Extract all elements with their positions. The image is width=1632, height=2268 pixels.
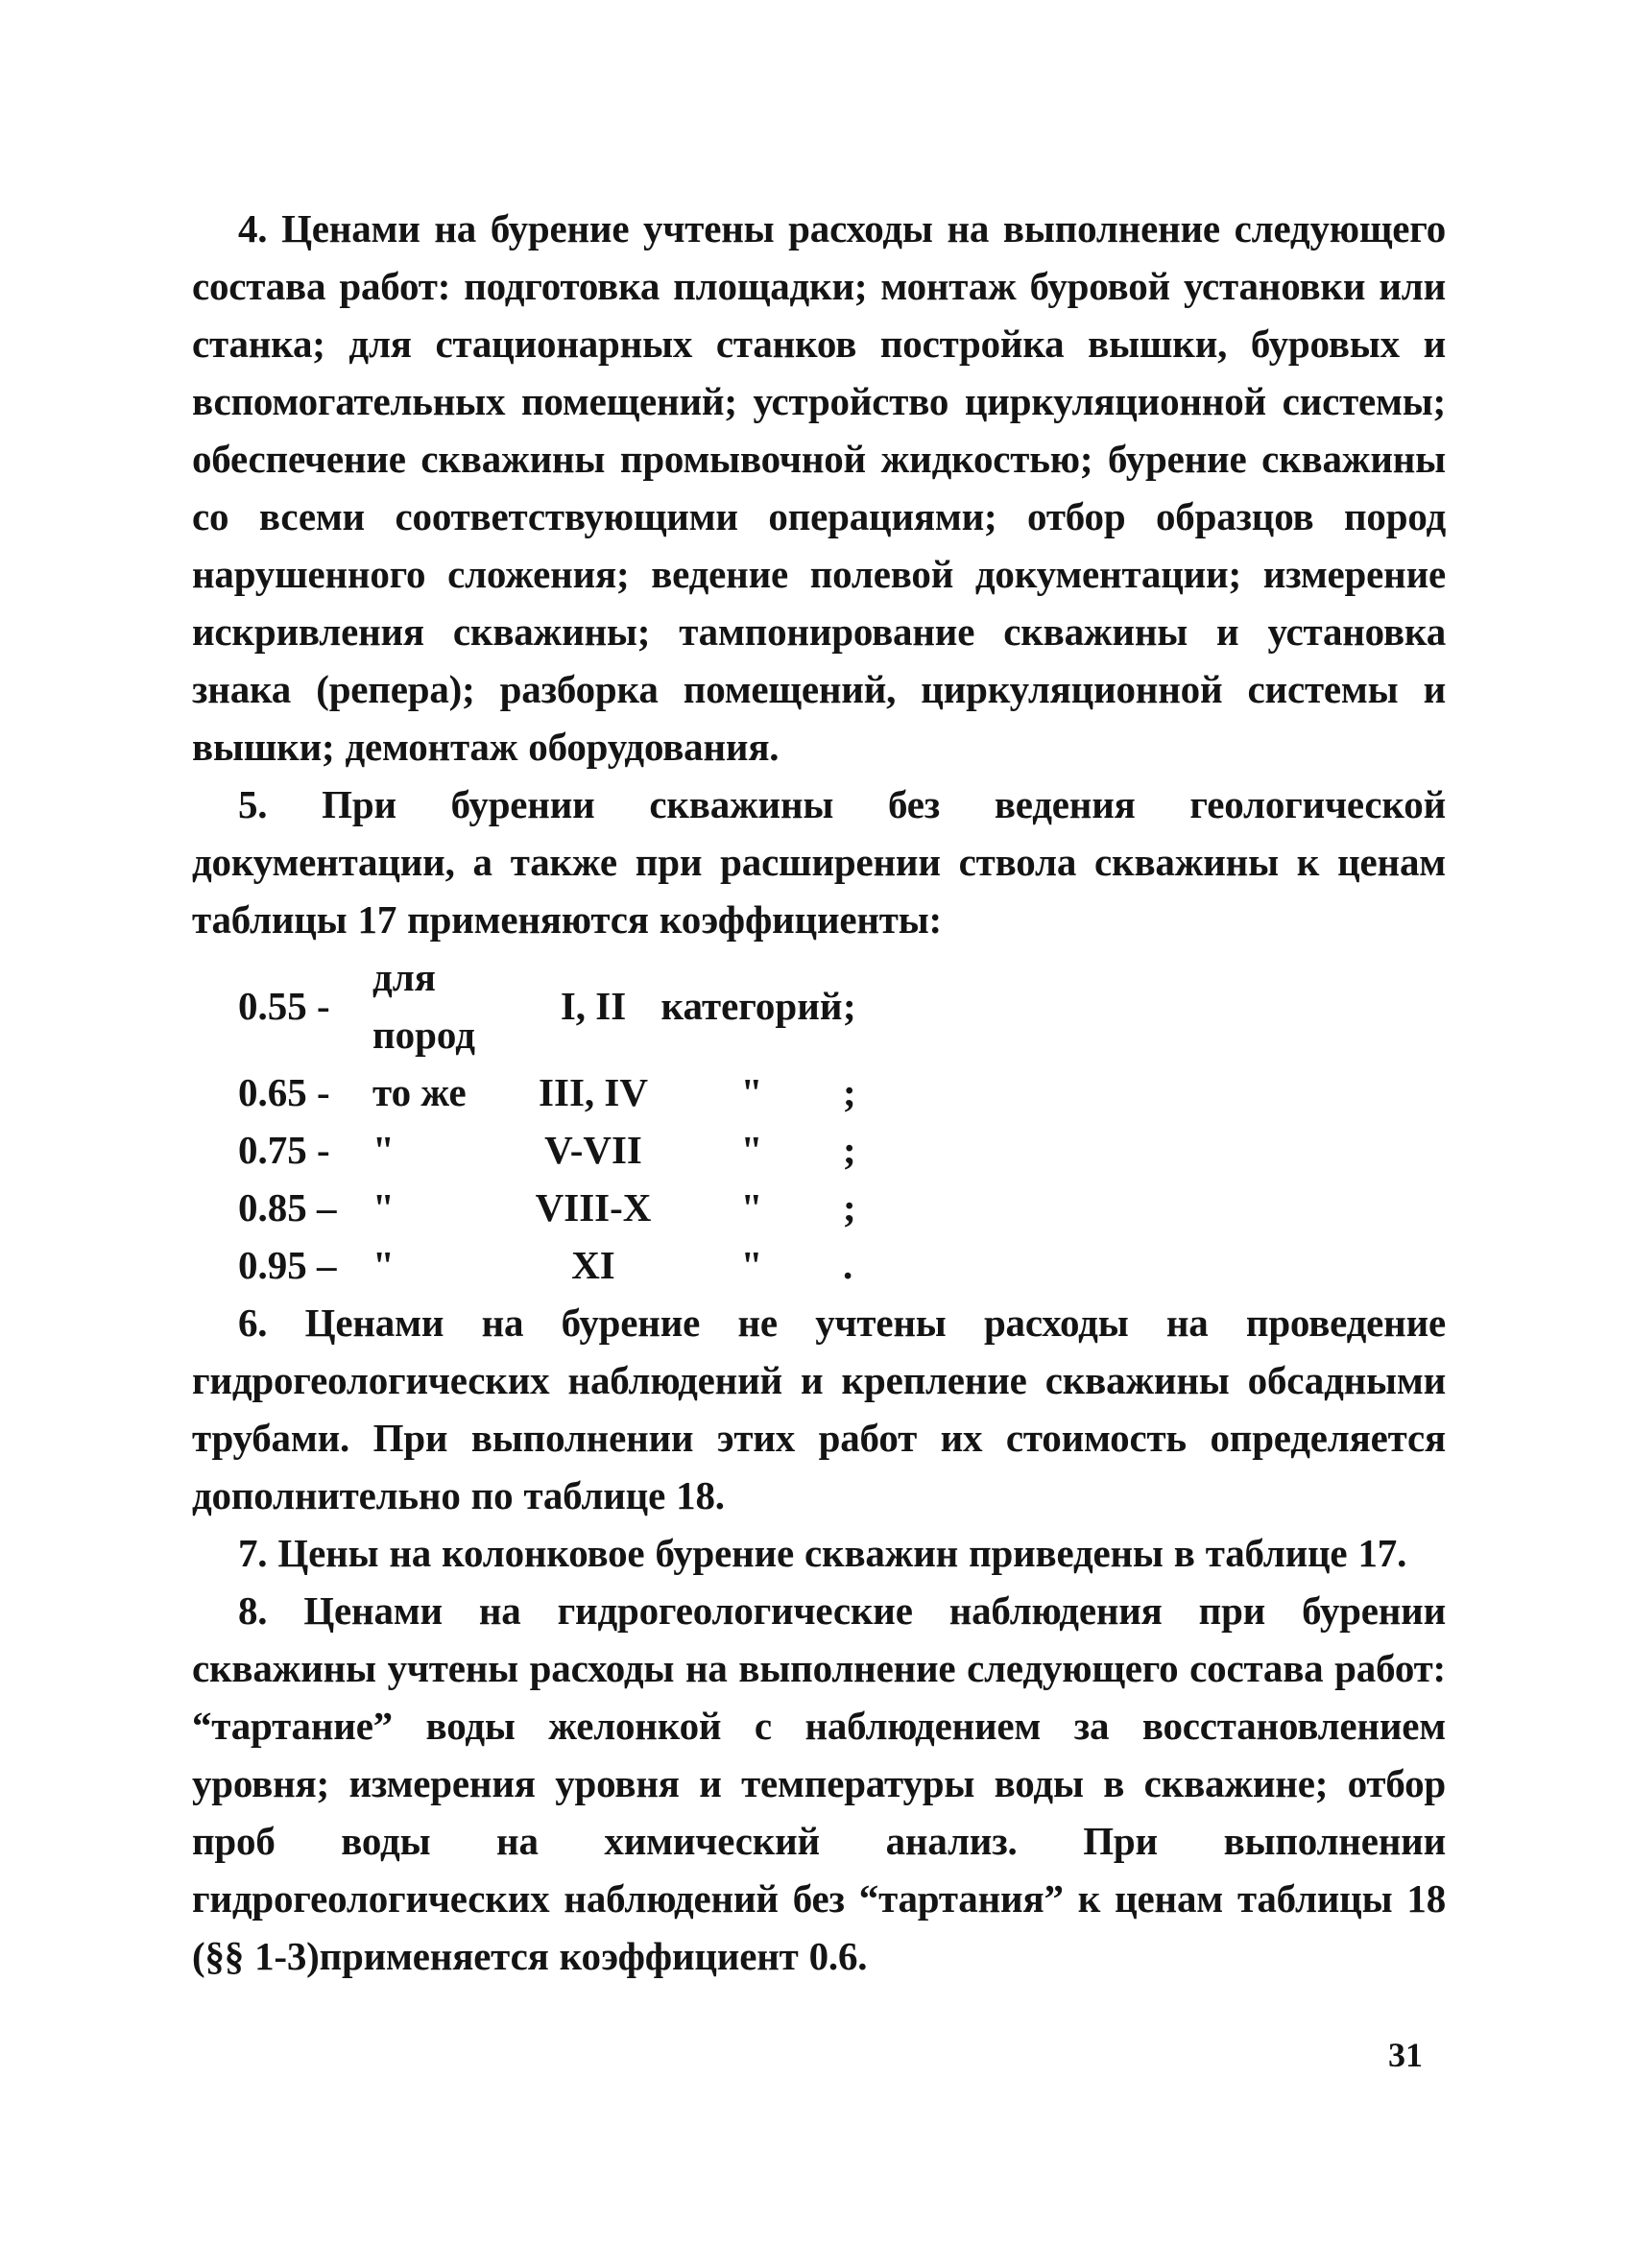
coefficient-prefix: то же [372, 1070, 467, 1114]
rock-category: XI [571, 1243, 615, 1287]
rock-category: VIII-X [535, 1185, 652, 1229]
category-word: " [740, 1128, 763, 1172]
paragraph-4: 4. Ценами на бурение учтены расходы на выполнение следующего состава работ: подготовка площадки; монтаж буровой установки или станка; для стационарных станков постройка вышки, буровых и вспомогательных помещений; устройство циркуляционной системы; обеспечение скважины промывочной жидкостью; бурение скважины со всеми соответствующими операциями; отбор образцов пород нарушенного сложения; ведение полевой документации; измерение искривления скважины; тампонирование скважины и установка знака (репера); разборка помещений, циркуляционной системы и вышки; демонтаж оборудования. [192, 206, 1446, 769]
paragraph-7: 7. Цены на колонковое бурение скважин приведены в таблице 17. [238, 1531, 1407, 1575]
row-punctuation: . [843, 1243, 853, 1287]
coefficient-row [238, 1179, 881, 1236]
coefficients-list [238, 948, 881, 1294]
page-body [192, 200, 1446, 1985]
coefficient-value: 0.55 - [238, 984, 330, 1028]
rock-category: I, II [560, 984, 627, 1028]
category-word: категорий [660, 984, 843, 1028]
coefficient-row [238, 1063, 881, 1121]
coefficient-value: 0.75 - [238, 1128, 330, 1172]
coefficient-prefix: для пород [372, 955, 475, 1057]
coefficient-prefix: " [372, 1243, 395, 1287]
coefficient-row [238, 1236, 881, 1294]
rock-category: III, IV [539, 1070, 648, 1114]
row-punctuation: ; [843, 1070, 856, 1114]
paragraph-6: 6. Ценами на бурение не учтены расходы на проведение гидрогеологических наблюдений и крепление скважины обсадными трубами. При выполнении этих работ их стоимость определяется дополнительно по таблице 18. [192, 1301, 1446, 1517]
category-word: " [740, 1070, 763, 1114]
coefficient-value: 0.85 – [238, 1185, 337, 1229]
category-word: " [740, 1185, 763, 1229]
page-number: 31 [1388, 2036, 1423, 2074]
category-word: " [740, 1243, 763, 1287]
coefficient-value: 0.95 – [238, 1243, 337, 1287]
row-punctuation: ; [843, 1185, 856, 1229]
row-punctuation: ; [843, 1128, 856, 1172]
coefficient-prefix: " [372, 1185, 395, 1229]
coefficient-value: 0.65 - [238, 1070, 330, 1114]
paragraph-8: 8. Ценами на гидрогеологические наблюдения при бурении скважины учтены расходы на выполнение следующего состава работ: “тартание” воды желонкой с наблюдением за восстановлением уровня; измерения уровня и температуры воды в скважине; отбор проб воды на химический анализ. При выполнении гидрогеологических наблюдений без “тартания” к ценам таблицы 18 (§§ 1-3)применяется коэффициент 0.6. [192, 1588, 1446, 1978]
row-punctuation: ; [843, 984, 856, 1028]
paragraph-5: 5. При бурении скважины без ведения геологической документации, а также при расширении ствола скважины к ценам таблицы 17 применяются коэффициенты: [192, 782, 1446, 942]
coefficient-row [238, 1121, 881, 1179]
coefficient-prefix: " [372, 1128, 395, 1172]
rock-category: V-VII [544, 1128, 642, 1172]
coefficient-row [238, 948, 881, 1063]
